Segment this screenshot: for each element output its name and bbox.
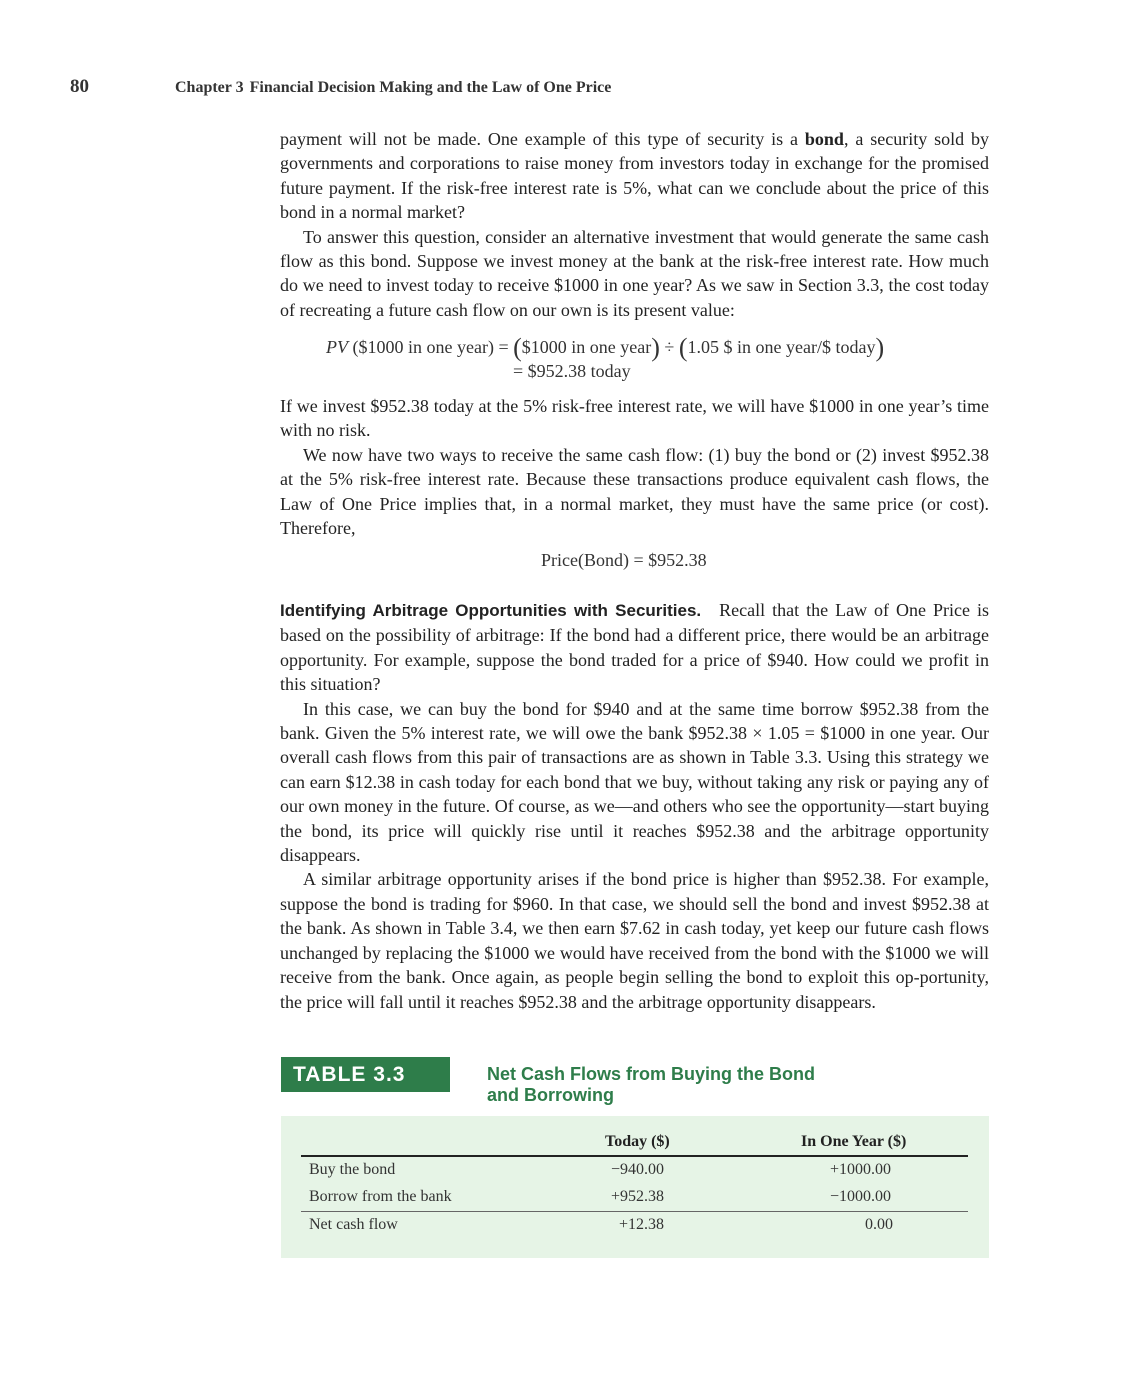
pv-equation-line1: PV ($1000 in one year) = ($1000 in one year) ÷ (1.05 $ in one year/$ today): [326, 333, 885, 362]
bond-term: bond: [804, 129, 844, 149]
text-block-1: [280, 127, 989, 322]
chapter-label: Chapter 3: [175, 79, 244, 96]
table-tag: TABLE 3.3: [281, 1057, 450, 1092]
text-span: , a security sold by governments and corporations to raise money from investors today in exchange for the promised future payment. If the risk-free interest rate is 5%, what can we conclude about the price of this bond in a normal market?: [280, 129, 989, 223]
cell-today: +12.38: [619, 1216, 665, 1233]
pv-term2: 1.05 $ in one year/$ today: [687, 337, 876, 357]
paragraph: [280, 127, 989, 225]
paragraph: We now have two ways to receive the same cash flow: (1) buy the bond or (2) invest $952.38 at the 5% risk-free interest rate. Because these transactions produce equivalent cash flows, the Law of One Price implies that, in a normal market, they must have the same price (or cost). Therefore,: [280, 444, 989, 539]
cell-year: −1000.00: [830, 1188, 892, 1205]
paragraph: To answer this question, consider an alternative investment that would generate the same cash flow as this bond. Suppose we invest money at the bank at the risk-free interest rate. How much do we need to invest today to receive $1000 in one year? As we saw in Section 3.3, the cost today of recreating a future cash flow on our own is its present value:: [280, 226, 989, 320]
cell-year: +1000.00: [830, 1161, 892, 1178]
cell-today: −940.00: [611, 1161, 665, 1178]
pv-symbol: PV: [326, 337, 348, 357]
paragraph: If we invest $952.38 today at the 5% risk-free interest rate, we will have $1000 in one year’s time with no risk.: [280, 396, 989, 441]
paragraph: [280, 598, 989, 697]
text-span: payment will not be made. One example of this type of security is a: [280, 129, 805, 149]
row-label: Net cash flow: [309, 1216, 398, 1233]
row-label: Buy the bond: [309, 1161, 396, 1178]
text-span: Recall that the Law of One Price is based on the possibility of arbitrage: If the bond had a different price, there would be an arbitrage opportunity. For example, suppose the bond traded for a price of $940. How could we profit in this situation?: [280, 600, 989, 695]
pv-argument: ($1000 in one year) =: [352, 337, 509, 357]
table-title: Net Cash Flows from Buying the Bond and Borrowing: [487, 1064, 816, 1105]
price-equation: Price(Bond) = $952.38: [541, 550, 707, 570]
text-block-3: [280, 598, 989, 1014]
pv-term1: $1000 in one year: [521, 337, 652, 357]
cell-year: 0.00: [865, 1216, 893, 1233]
paragraph: In this case, we can buy the bond for $940 and at the same time borrow $952.38 from the bank. Given the 5% interest rate, we will owe the bank $952.38 × 1.05 = $1000 in one year. Our overall cash flows from this pair of transactions are as shown in Table 3.3. Using this strategy we can earn $12.38 in cash today for each bond that we buy, without taking any risk or paying any of our own money in the future. Of course, as we—and others who see the opportunity—start buying the bond, its price will quickly rise until it reaches $952.38 and the arbitrage opportunity disappears.: [280, 698, 989, 866]
cell-today: +952.38: [611, 1188, 665, 1205]
divide-symbol: ÷: [664, 337, 675, 357]
total-rule: [301, 1211, 968, 1212]
chapter-title: Financial Decision Making and the Law of One Price: [249, 79, 612, 96]
running-head: [175, 79, 611, 97]
paragraph: A similar arbitrage opportunity arises if the bond price is higher than $952.38. For example, suppose the bond is trading for $960. In that case, we should sell the bond and invest $952.38 at the bank. As shown in Table 3.4, we then earn $7.62 in cash today, yet keep our future cash flows unchanged by replacing the $1000 we would have received from the bond with the $1000 we will receive from the bank. Once again, as people begin selling the bond to exploit this op-portunity, the price will fall until it reaches $952.38 and the arbitrage opportunity disappears.: [280, 869, 989, 1012]
page-number: 80: [70, 76, 89, 97]
header-rule: [301, 1155, 968, 1157]
col-header-today: Today ($): [605, 1133, 670, 1150]
pv-equation-line2: = $952.38 today: [513, 361, 631, 381]
col-header-year: In One Year ($): [801, 1133, 907, 1150]
row-label: Borrow from the bank: [309, 1188, 452, 1205]
section-heading: Identifying Arbitrage Opportunities with Securities.: [280, 601, 702, 620]
text-block-2: [280, 394, 989, 540]
